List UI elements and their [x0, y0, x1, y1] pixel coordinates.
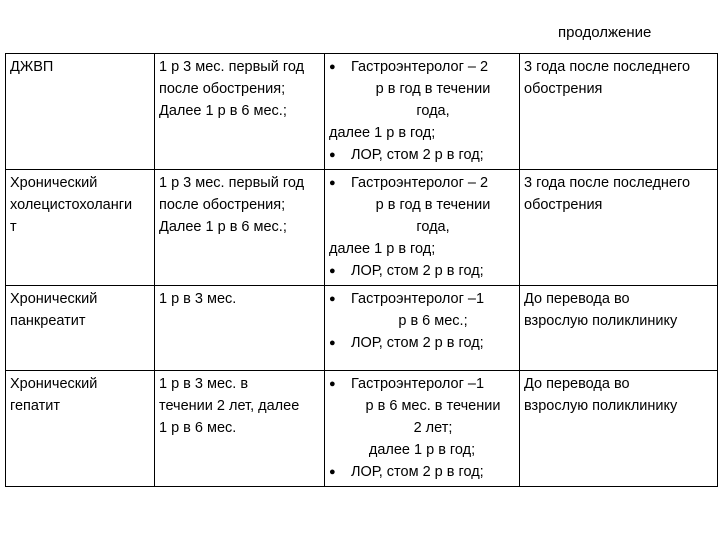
specialist-item: [329, 260, 515, 282]
duration-cell: [520, 286, 718, 371]
specialist-line: Гастроэнтеролог – 2: [351, 59, 489, 75]
specialist-item: [329, 144, 515, 166]
frequency-line: 1 р в 6 мес.: [159, 420, 237, 436]
observation-table: [5, 53, 718, 487]
bullet-icon: ●: [329, 149, 336, 161]
specialist-line: р в 6 мес. в течении: [365, 398, 501, 414]
diagnosis-line: Хронический: [10, 376, 98, 392]
specialist-line: ЛОР, стом 2 р в год;: [351, 263, 484, 279]
frequency-line: после обострения;: [159, 81, 286, 97]
diagnosis-line: панкреатит: [10, 313, 86, 329]
diagnosis-line: ДЖВП: [10, 59, 54, 75]
specialist-line: года,: [416, 103, 450, 119]
duration-line: 3 года после последнего: [524, 59, 691, 75]
duration-cell: [520, 371, 718, 487]
duration-line: 3 года после последнего: [524, 175, 691, 191]
specialists-cell: [325, 286, 520, 371]
specialist-line: р в 6 мес.;: [398, 313, 468, 329]
specialist-after-line: далее 1 р в год;: [329, 241, 436, 257]
table-row: [6, 54, 718, 170]
bullet-icon: ●: [329, 265, 336, 277]
frequency-cell: [155, 371, 325, 487]
bullet-icon: ●: [329, 61, 336, 73]
specialist-item: [329, 373, 515, 439]
duration-cell: [520, 170, 718, 286]
table-row: [6, 286, 718, 371]
duration-line: До перевода во: [524, 291, 630, 307]
diagnosis-line: гепатит: [10, 398, 61, 414]
bullet-icon: ●: [329, 466, 336, 478]
diagnosis-line: холецистохоланги: [10, 197, 133, 213]
frequency-line: 1 р в 3 мес. в: [159, 376, 249, 392]
duration-line: обострения: [524, 81, 603, 97]
specialist-line: р в год в течении: [375, 197, 491, 213]
bullet-icon: ●: [329, 337, 336, 349]
frequency-cell: [155, 54, 325, 170]
specialist-item: [329, 288, 515, 332]
specialist-line: ЛОР, стом 2 р в год;: [351, 147, 484, 163]
frequency-cell: [155, 286, 325, 371]
continuation-label: продолжение: [558, 24, 652, 41]
specialist-item: [329, 461, 515, 483]
diagnosis-line: Хронический: [10, 291, 98, 307]
specialist-item: [329, 172, 515, 238]
specialist-line: р в год в течении: [375, 81, 491, 97]
specialist-line: Гастроэнтеролог –1: [351, 376, 485, 392]
specialist-after-line: далее 1 р в год;: [329, 125, 436, 141]
specialist-item: [329, 56, 515, 122]
specialist-line: ЛОР, стом 2 р в год;: [351, 335, 484, 351]
frequency-line: после обострения;: [159, 197, 286, 213]
frequency-line: 1 р в 3 мес.: [159, 291, 237, 307]
diagnosis-cell: [6, 286, 155, 371]
table-row: [6, 371, 718, 487]
diagnosis-cell: [6, 54, 155, 170]
specialist-line: 2 лет;: [413, 420, 453, 436]
duration-line: взрослую поликлинику: [524, 313, 678, 329]
table-row: [6, 170, 718, 286]
specialist-line: ЛОР, стом 2 р в год;: [351, 464, 484, 480]
duration-line: До перевода во: [524, 376, 630, 392]
diagnosis-cell: [6, 170, 155, 286]
frequency-line: течении 2 лет, далее: [159, 398, 300, 414]
duration-line: взрослую поликлинику: [524, 398, 678, 414]
bullet-icon: ●: [329, 293, 336, 305]
specialist-line: Гастроэнтеролог – 2: [351, 175, 489, 191]
duration-cell: [520, 54, 718, 170]
specialists-cell: [325, 170, 520, 286]
frequency-line: Далее 1 р в 6 мес.;: [159, 219, 287, 235]
frequency-line: 1 р 3 мес. первый год: [159, 175, 305, 191]
specialist-line: Гастроэнтеролог –1: [351, 291, 485, 307]
specialist-after-line: далее 1 р в год;: [368, 442, 476, 458]
specialist-line: года,: [416, 219, 450, 235]
diagnosis-line: т: [10, 219, 17, 235]
diagnosis-line: Хронический: [10, 175, 98, 191]
specialists-cell: [325, 54, 520, 170]
diagnosis-cell: [6, 371, 155, 487]
bullet-icon: ●: [329, 378, 336, 390]
frequency-line: 1 р 3 мес. первый год: [159, 59, 305, 75]
frequency-line: Далее 1 р в 6 мес.;: [159, 103, 287, 119]
duration-line: обострения: [524, 197, 603, 213]
bullet-icon: ●: [329, 177, 336, 189]
frequency-cell: [155, 170, 325, 286]
specialist-item: [329, 332, 515, 354]
specialists-cell: [325, 371, 520, 487]
